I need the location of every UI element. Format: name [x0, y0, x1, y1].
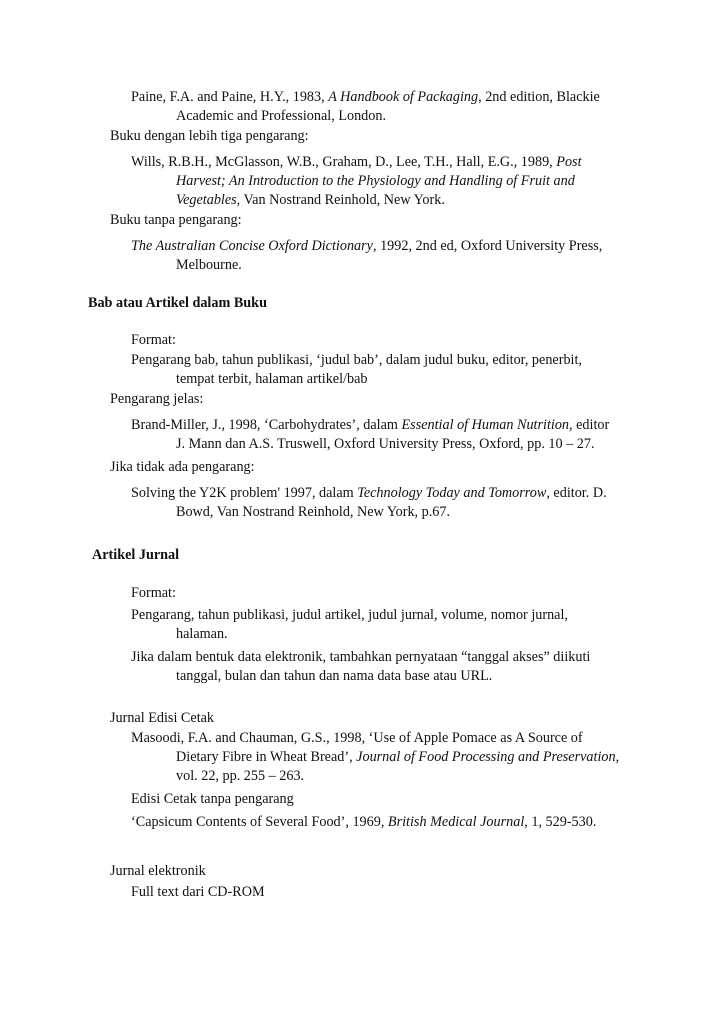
ref-title: A Handbook of Packaging [328, 89, 479, 105]
reference-line [131, 813, 596, 831]
reference-line: Melbourne. [176, 257, 242, 273]
ref-title: Essential of Human Nutrition [401, 417, 570, 433]
category-label: Jika tidak ada pengarang: [110, 459, 255, 475]
format-line: Jika dalam bentuk data elektronik, tambahkan pernyataan “tanggal akses” diikuti [131, 649, 591, 665]
format-line: halaman. [176, 626, 228, 642]
ref-text: , 1992, 2nd ed, Oxford University Press, [372, 238, 603, 254]
ref-text: , 2nd edition, Blackie [478, 89, 600, 105]
reference-line [131, 237, 602, 255]
ref-text: Paine, F.A. and Paine, H.Y., 1983, [131, 89, 329, 105]
format-line: tempat terbit, halaman artikel/bab [176, 371, 368, 387]
ref-title: Technology Today and Tomorrow [357, 485, 547, 501]
ref-title: Post [556, 154, 582, 170]
format-label: Format: [131, 332, 176, 348]
ref-text: Dietary Fibre in Wheat Bread’, [176, 749, 357, 765]
ref-text: Wills, R.B.H., McGlasson, W.B., Graham, D., Lee, T.H., Hall, E.G., 1989, [131, 154, 557, 170]
format-label: Format: [131, 585, 176, 601]
category-label: Buku dengan lebih tiga pengarang: [110, 128, 309, 144]
ref-title: Journal of Food Processing and Preservation [356, 749, 616, 765]
reference-line: Bowd, Van Nostrand Reinhold, New York, p.67. [176, 504, 451, 520]
ref-text: Brand-Miller, J., 1998, ‘Carbohydrates’, dalam [131, 417, 402, 433]
category-label: Pengarang jelas: [110, 391, 204, 407]
ref-text: Solving the Y2K problem' 1997, dalam [131, 485, 358, 501]
ref-text: , Van Nostrand Reinhold, New York. [236, 192, 445, 208]
reference-line [176, 191, 445, 209]
category-label: Jurnal elektronik [110, 863, 206, 879]
category-label: Jurnal Edisi Cetak [110, 710, 215, 726]
format-line: tanggal, bulan dan tahun dan nama data base atau URL. [176, 668, 493, 684]
ref-title: Vegetables [176, 192, 237, 208]
section-heading: Artikel Jurnal [92, 547, 180, 563]
ref-text: , 1, 529-530. [524, 814, 597, 830]
format-line: Pengarang, tahun publikasi, judul artikel, judul jurnal, volume, nomor jurnal, [131, 607, 568, 623]
category-label: Edisi Cetak tanpa pengarang [131, 791, 294, 807]
reference-line [131, 153, 582, 171]
reference-line: J. Mann dan A.S. Truswell, Oxford University Press, Oxford, pp. 10 – 27. [176, 436, 595, 452]
reference-line: Academic and Professional, London. [176, 108, 386, 124]
reference-line [131, 416, 609, 434]
ref-title: Harvest; An Introduction to the Physiology and Handling of Fruit and [176, 173, 575, 189]
reference-line [176, 172, 575, 190]
category-label: Buku tanpa pengarang: [110, 212, 242, 228]
format-line: Pengarang bab, tahun publikasi, ‘judul bab’, dalam judul buku, editor, penerbit, [131, 352, 582, 368]
section-heading: Bab atau Artikel dalam Buku [88, 295, 267, 311]
reference-line: vol. 22, pp. 255 – 263. [176, 768, 305, 784]
reference-line: Masoodi, F.A. and Chauman, G.S., 1998, ‘Use of Apple Pomace as A Source of [131, 730, 583, 746]
ref-text: , editor. D. [546, 485, 607, 501]
ref-text: , [615, 749, 620, 765]
ref-title: British Medical Journal [387, 814, 525, 830]
reference-line [176, 748, 619, 766]
category-label: Full text dari CD-ROM [131, 884, 265, 900]
ref-title: The Australian Concise Oxford Dictionary [131, 238, 373, 254]
reference-line [131, 88, 600, 106]
reference-line [131, 484, 607, 502]
ref-text: , editor [569, 417, 610, 433]
ref-text: ‘Capsicum Contents of Several Food’, 1969, [131, 814, 388, 830]
